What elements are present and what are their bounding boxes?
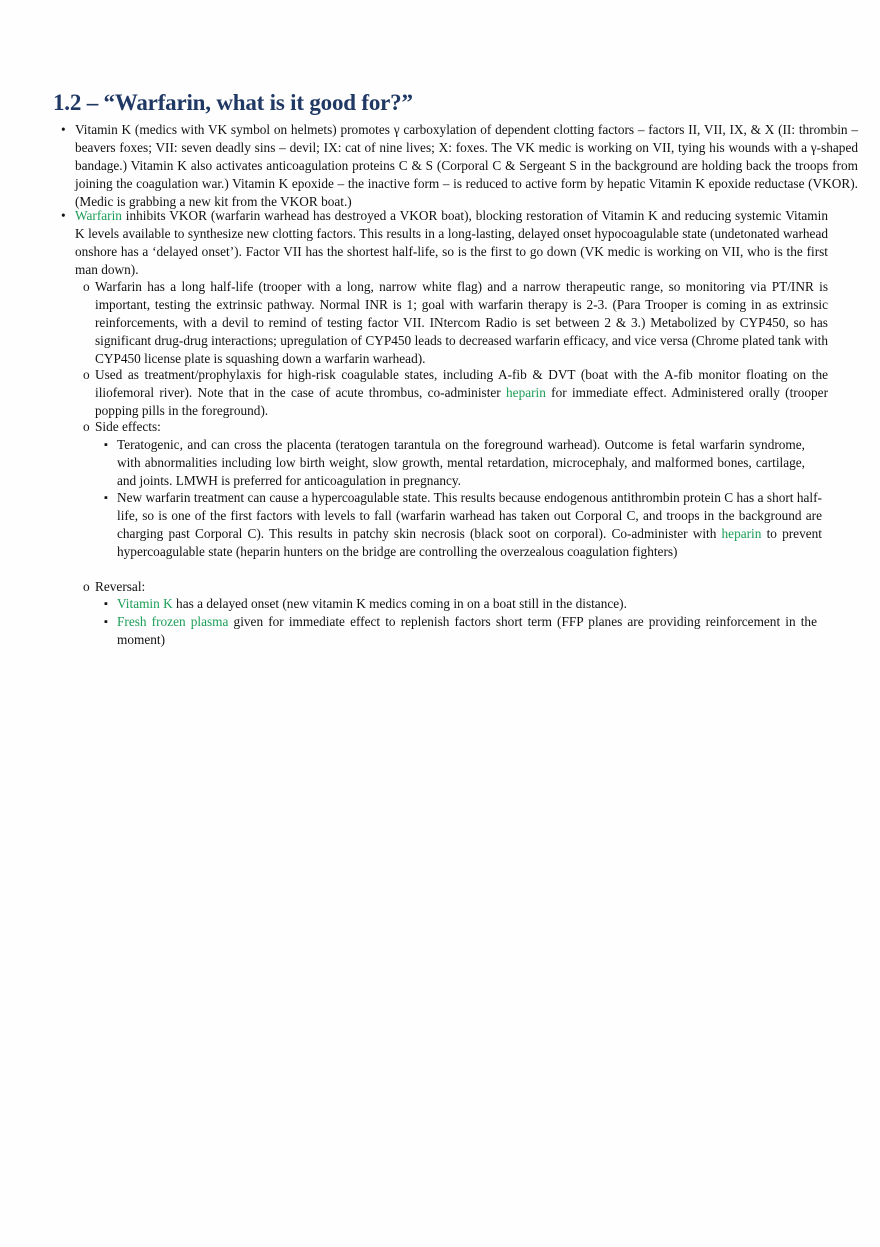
sub-item-text: Side effects: <box>95 419 161 434</box>
square-item-teratogenic <box>104 436 805 490</box>
bullet-marker: • <box>61 122 66 137</box>
term-heparin: heparin <box>721 526 762 541</box>
sub-item-half-life <box>83 278 828 368</box>
section-heading: 1.2 – “Warfarin, what is it good for?” <box>53 90 413 115</box>
sub-marker: o <box>83 419 90 434</box>
square-marker: ▪ <box>104 616 108 628</box>
bullet-text: Vitamin K (medics with VK symbol on helmets) promotes γ carboxylation of dependent clotting factors – factors II, VII, IX, & X (II: thrombin – beavers foxes; VII: seven deadly sins – devil; IX: cat of nine lives; X: foxes. The VK medic is working on VII, tying his wounds with a γ-shaped bandage.) Vitamin K also activates anticoagulation proteins C & S (Corporal C & Sergeant S in the background are holding back the troops from joining the coagulation war.) Vitamin K epoxide – the inactive form – is reduced to active form by hepatic Vitamin K epoxide reductase (VKOR). (Medic is grabbing a new kit from the VKOR boat.) <box>75 122 858 209</box>
square-item-text: New warfarin treatment can cause a hypercoagulable state. This results because endogenous antithrombin protein C has a short half-life, so is one of the first factors with levels to fall (warfarin warhead has taken out Corporal C, and troops in the background are charging past Corporal C). This results in patchy skin necrosis (black soot on corporal). Co-administer with <box>117 490 822 541</box>
bullet-text: inhibits VKOR (warfarin warhead has destroyed a VKOR boat), blocking restoration of Vitamin K and reducing systemic Vitamin K levels available to synthesize new clotting factors. This results in a long-lasting, delayed onset hypocoagulable state (undetonated warhead onshore has a ‘delayed onset’). Factor VII has the shortest half-life, so is the first to go down (VK medic is working on VII, who is the first man down). <box>75 208 828 277</box>
square-item-hypercoagulable <box>104 489 822 561</box>
sub-marker: o <box>83 279 90 294</box>
term-ffp: Fresh frozen plasma <box>117 614 229 629</box>
square-marker: ▪ <box>104 598 108 610</box>
term-vitamin-k: Vitamin K <box>117 596 173 611</box>
square-marker: ▪ <box>104 439 108 451</box>
bullet-warfarin <box>61 207 828 279</box>
sub-item-text: Warfarin has a long half-life (trooper with a long, narrow white flag) and a narrow therapeutic range, so monitoring via PT/INR is important, testing the extrinsic pathway. Normal INR is 1; goal with warfarin therapy is 2-3. (Para Trooper is coming in as extrinsic reinforcements, with a devil to remind of testing factor VII. INtercom Radio is set between 2 & 3.) Metabolized by CYP450, so has significant drug-drug interactions; upregulation of CYP450 leads to decreased warfarin efficacy, and vice versa (Chrome plated tank with CYP450 license plate is squashing down a warfarin warhead). <box>95 279 828 366</box>
term-warfarin: Warfarin <box>75 208 122 223</box>
sub-item-side-effects <box>83 418 495 436</box>
term-heparin: heparin <box>506 385 546 400</box>
square-item-ffp <box>104 613 817 649</box>
square-item-text: given for immediate effect to replenish factors short term (FFP planes are providing reinforcement in the moment) <box>117 614 817 647</box>
square-item-vitamin-k <box>104 595 817 613</box>
sub-marker: o <box>83 579 90 594</box>
square-item-text: Teratogenic, and can cross the placenta (teratogen tarantula on the foreground warhead). Outcome is fetal warfarin syndrome, with abnormalities including low birth weight, slow growth, mental retardation, microcephaly, and malformed bones, cartilage, and joints. LMWH is preferred for anticoagulation in pregnancy. <box>117 437 805 488</box>
sub-item-reversal <box>83 578 495 596</box>
square-marker: ▪ <box>104 492 108 504</box>
square-item-text: has a delayed onset (new vitamin K medics coming in on a boat still in the distance). <box>172 596 627 611</box>
sub-item-text: Used as treatment/prophylaxis for high-risk coagulable states, including A-fib & DVT (boat with the A-fib monitor floating on the iliofemoral river). Note that in the case of acute thrombus, co-administer <box>95 367 828 400</box>
sub-item-text: Reversal: <box>95 579 146 594</box>
sub-item-text: for immediate effect. Administered orally (trooper popping pills in the foreground). <box>95 385 828 418</box>
bullet-vitamin-k <box>61 121 858 211</box>
bullet-marker: • <box>61 208 66 223</box>
sub-item-uses <box>83 366 828 420</box>
square-item-text: to prevent hypercoagulable state (heparin hunters on the bridge are controlling the overzealous coagulation fighters) <box>117 526 822 559</box>
sub-marker: o <box>83 367 90 382</box>
